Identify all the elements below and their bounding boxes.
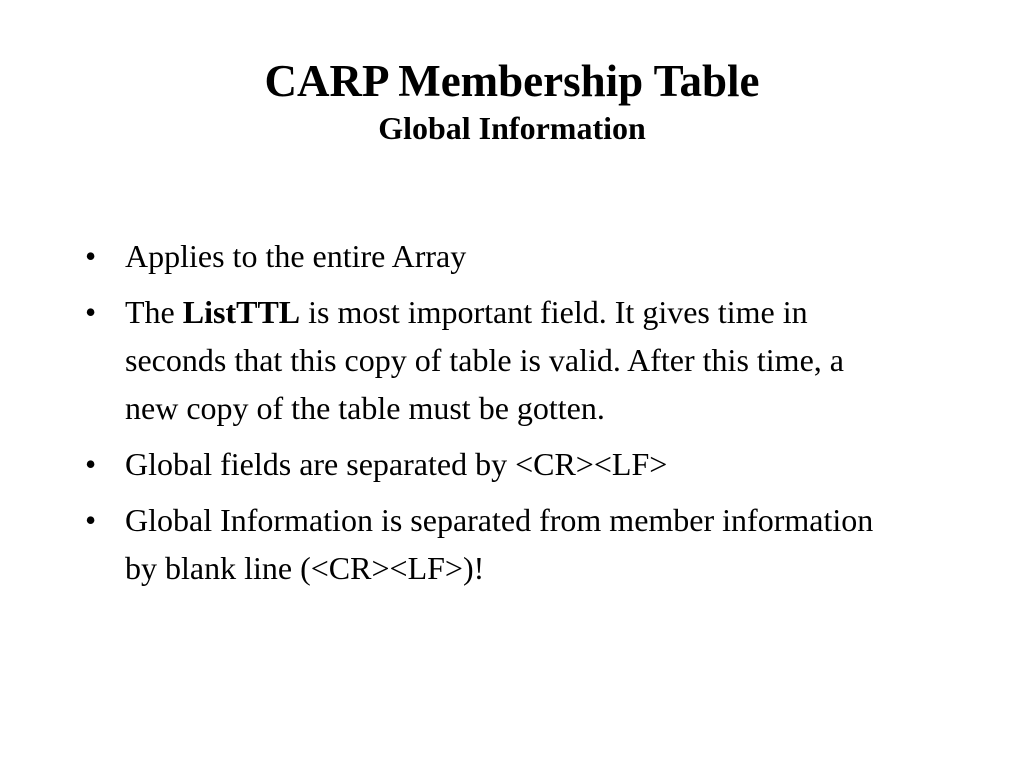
bullet-dot-icon: • bbox=[85, 446, 97, 482]
slide-title: CARP Membership Table bbox=[264, 56, 760, 106]
bullet-dot-icon: • bbox=[85, 294, 97, 330]
bullet-item bbox=[85, 440, 905, 488]
bullet-suffix: is most important field. It gives time in seconds that this copy of table is valid. After this time, a new copy of the table must be gotten. bbox=[125, 294, 844, 426]
bullet-prefix: The bbox=[125, 294, 183, 330]
slide-subtitle: Global Information bbox=[378, 110, 646, 146]
bullet-text bbox=[125, 288, 905, 432]
bullet-list bbox=[85, 232, 905, 600]
bullet-text: Global Information is separated from member information by blank line (<CR><LF>)! bbox=[125, 502, 874, 586]
bullet-item bbox=[85, 232, 905, 280]
bullet-dot-icon: • bbox=[85, 238, 97, 274]
bullet-item bbox=[85, 496, 905, 592]
bullet-item bbox=[85, 288, 905, 432]
title-block bbox=[0, 56, 1024, 148]
bullet-dot-icon: • bbox=[85, 502, 97, 538]
bullet-text: Applies to the entire Array bbox=[125, 238, 467, 274]
bullet-text: Global fields are separated by <CR><LF> bbox=[125, 446, 668, 482]
bullet-bold-term: ListTTL bbox=[182, 294, 301, 330]
